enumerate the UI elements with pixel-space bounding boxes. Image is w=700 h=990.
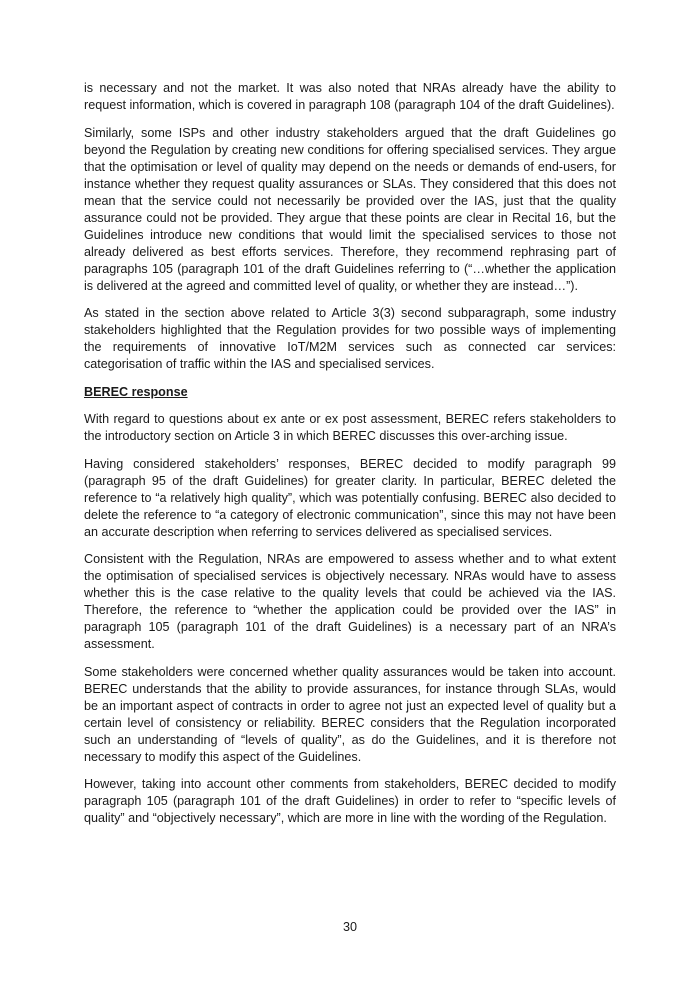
paragraph-modify-paragraph-105: However, taking into account other comments from stakeholders, BEREC decided to modify paragraph 105 (paragraph 101 of the draft Guidelines) in order to refer to “specific levels of quality” and “objectively necessary”, which are more in line with the wording of the Regulation. (84, 777, 616, 825)
document-page (84, 80, 616, 838)
paragraph-ex-ante-ex-post: With regard to questions about ex ante or ex post assessment, BEREC refers stakeholders to the introductory section on Article 3 in which BEREC discusses this over-arching issue. (84, 412, 616, 443)
paragraph-isp-arguments: Similarly, some ISPs and other industry stakeholders argued that the draft Guidelines go beyond the Regulation by creating new conditions for offering specialised services. They argue that the optimisation or level of quality may depend on the needs or demands of end-users, for instance whether they request quality assurances or SLAs. They considered that this does not mean that the service could not necessarily be provided over the IAS, just that the quality assurance could not be provided. They argue that these points are clear in Recital 16, but the Guidelines introduce new conditions that would limit the specialised services to those not already delivered as best efforts services. Therefore, they recommend rephrasing part of paragraphs 105 (paragraph 101 of the draft Guidelines referring to (“…whether the application is delivered at the agreed and committed level of quality, or whether they are instead…”). (84, 125, 616, 293)
paragraph-quality-assurances: Some stakeholders were concerned whether quality assurances would be taken into account. BEREC understands that the ability to provide assurances, for instance through SLAs, would be an important aspect of contracts in order to agree not just an expected level of quality but a certain level of consistency or reliability. BEREC considers that the Regulation incorporated such an understanding of “levels of quality”, as do the Guidelines, and it is therefore not necessary to modify this aspect of the Guidelines. (84, 664, 616, 764)
paragraph-modify-paragraph-99: Having considered stakeholders’ responses, BEREC decided to modify paragraph 99 (paragraph 95 of the draft Guidelines) for greater clarity. In particular, BEREC deleted the reference to “a relatively high quality”, which was potentially confusing. BEREC also decided to delete the reference to “a category of electronic communication”, since this may not have been an accurate description when referring to services delivered as specialised services. (84, 456, 616, 539)
paragraph-iot-m2m: As stated in the section above related to Article 3(3) second subparagraph, some industry stakeholders highlighted that the Regulation provides for two possible ways of implementing the requirements of innovative IoT/M2M services such as connected car services: categorisation of traffic within the IAS and specialised services. (84, 306, 616, 371)
page-number: 30 (342, 920, 357, 934)
section-heading-berec-response: BEREC response (84, 384, 188, 399)
paragraph-continuation: is necessary and not the market. It was also noted that NRAs already have the ability to request information, which is covered in paragraph 108 (paragraph 104 of the draft Guidelines). (84, 81, 616, 112)
paragraph-nra-assessment: Consistent with the Regulation, NRAs are empowered to assess whether and to what extent the optimisation of specialised services is objectively necessary. NRAs would have to assess whether this is the case relative to the quality levels that could be achieved via the IAS. Therefore, the reference to “whether the application could be provided over the IAS” in paragraph 105 (paragraph 101 of the draft Guidelines) is a necessary part of an NRA’s assessment. (84, 552, 616, 651)
